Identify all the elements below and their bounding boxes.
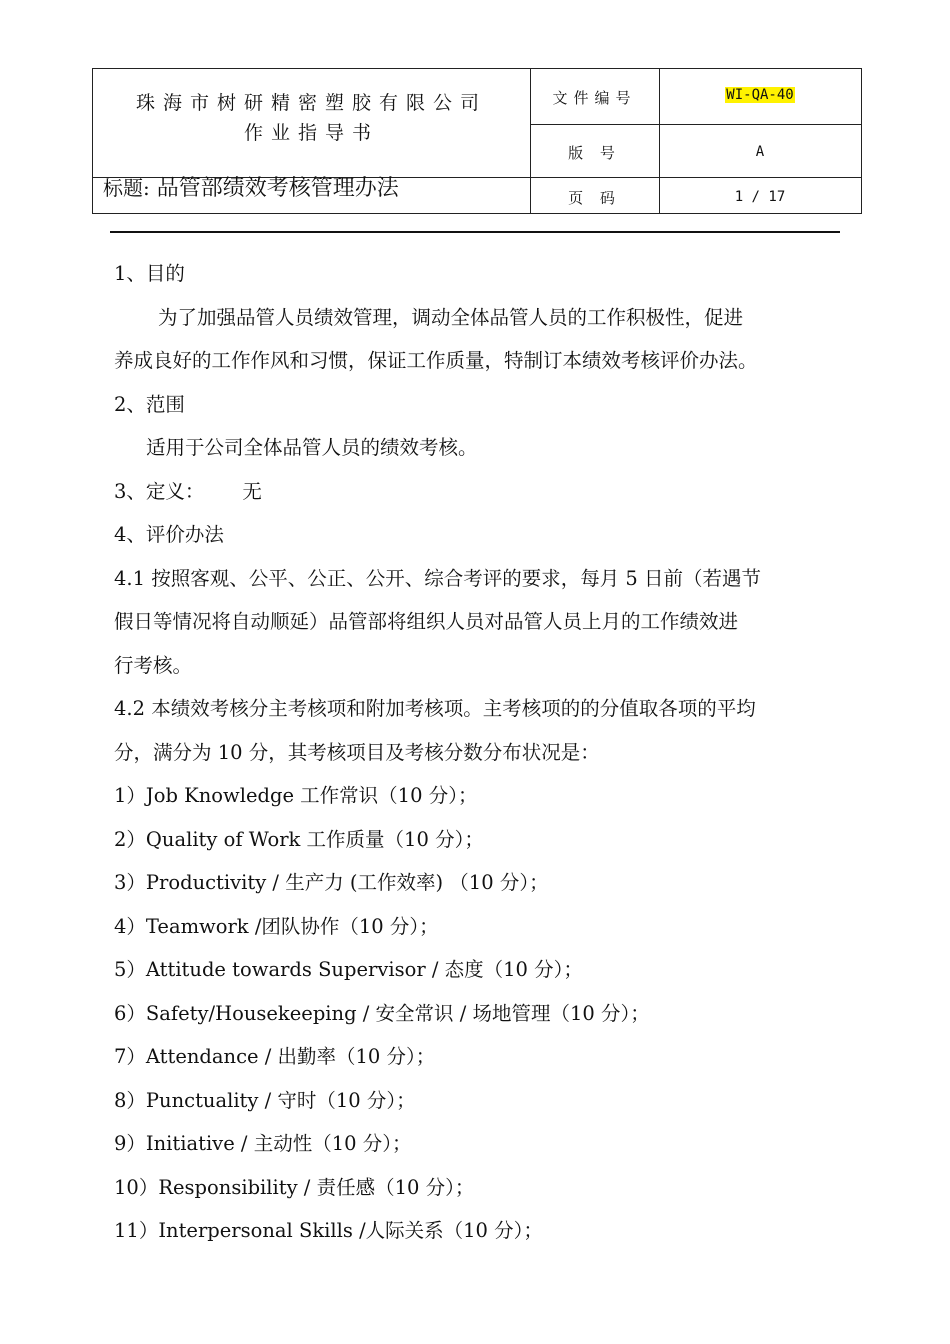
assessment-item: 5）Attitude towards Supervisor / 态度（10 分）； (114, 958, 583, 981)
section-3-label: 3、定义： (114, 479, 205, 503)
section-4-1-line-3: 行考核。 (114, 653, 193, 677)
doc-number (659, 87, 861, 103)
section-2-heading: 2、范围 (114, 392, 185, 416)
title-label: 标题: (103, 176, 150, 200)
section-4-1-line-1: 4.1 按照客观、公平、公正、公开、综合考评的要求，每月 5 日前（若遇节 (114, 566, 762, 590)
doc-number-value: WI-QA-40 (726, 87, 794, 103)
document-title: 品管部绩效考核管理办法 (156, 176, 399, 201)
page-label: 页 码 (568, 189, 621, 207)
assessment-item: 1）Job Knowledge 工作常识（10 分）； (114, 784, 478, 807)
section-4-2-line-1: 4.2 本绩效考核分主考核项和附加考核项。主考核项的的分值取各项的平均 (114, 697, 756, 720)
version-value: A (755, 144, 765, 160)
section-4-2-line-2: 分，满分为 10 分，其考核项目及考核分数分布状况是： (114, 740, 600, 764)
doc-number-label: 文件编号 (552, 89, 637, 107)
version-label: 版 号 (568, 144, 621, 162)
assessment-item: 4）Teamwork /团队协作（10 分）； (114, 914, 439, 938)
assessment-item: 9）Initiative / 主动性（10 分）； (114, 1132, 412, 1155)
assessment-item: 8）Punctuality / 守时（10 分）； (114, 1088, 416, 1112)
header-divider (110, 231, 840, 233)
page-number: 1 / 17 (734, 189, 786, 205)
document-type: 作业指导书 (243, 122, 379, 144)
assessment-item: 3）Productivity / 生产力 (工作效率) （10 分）； (114, 871, 549, 894)
assessment-item: 7）Attendance / 出勤率（10 分）； (114, 1045, 436, 1068)
section-1-heading: 1、目的 (114, 262, 185, 285)
document-body (114, 252, 844, 1253)
document-header-table (92, 68, 862, 214)
section-2-text: 适用于公司全体品管人员的绩效考核。 (146, 436, 478, 459)
company-name: 珠海市树研精密塑胶有限公司 (135, 92, 487, 114)
assessment-item: 2）Quality of Work 工作质量（10 分）； (114, 827, 484, 851)
section-1-text-line-2: 养成良好的工作作风和习惯，保证工作质量，特制订本绩效考核评价办法。 (114, 349, 758, 372)
assessment-item: 11）Interpersonal Skills /人际关系（10 分）； (114, 1219, 543, 1242)
section-4-1-line-2: 假日等情况将自动顺延）品管部将组织人员对品管人员上月的工作绩效进 (114, 610, 739, 633)
assessment-item: 6）Safety/Housekeeping / 安全常识 / 场地管理（10 分）； (114, 1001, 650, 1025)
section-3 (114, 470, 844, 514)
section-3-value: 无 (242, 479, 262, 503)
section-4-heading: 4、评价办法 (114, 523, 224, 546)
section-1-text-line-1: 为了加强品管人员绩效管理，调动全体品管人员的工作积极性，促进 (158, 305, 744, 329)
assessment-item: 10）Responsibility / 责任感（10 分）； (114, 1175, 475, 1199)
document-title-row (103, 173, 399, 204)
